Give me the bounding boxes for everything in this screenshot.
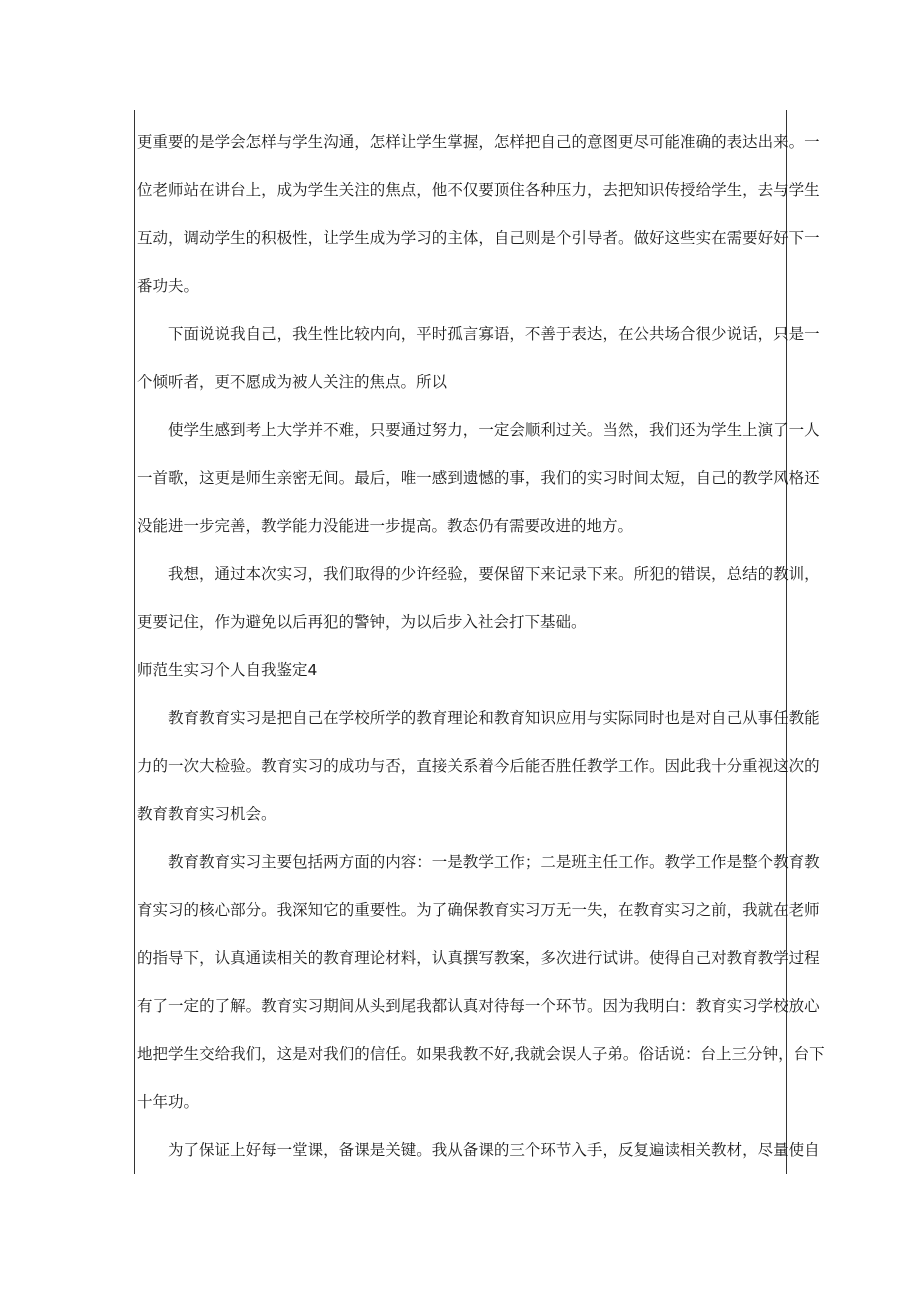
- text-line: 教 育 教 育 实 习 主 要 包 括 两 方 面 的 内 容 ： 一 是 教 学 工 作 ； 二 是 班 主 任 工 作 。 教 学 工 作 是 整 个 教 育 教: [168, 853, 820, 871]
- text-line: 教 育 教 育 实 习 是 把 自 己 在 学 校 所 学 的 教 育 理 论 和 教 育 知 识 应 用 与 实 际 同 时 也 是 对 自 己 从 事 任 教 能: [168, 709, 820, 727]
- text-line: 十年功。: [137, 1093, 200, 1111]
- section-heading: 师范生实习个人自我鉴定4: [137, 661, 318, 679]
- text-line: 使 学 生 感 到 考 上 大 学 并 不 难 ， 只 要 通 过 努 力 ， 一 定 会 顺 利 过 关 。 当 然 ， 我 们 还 为 学 生 上 演 了 一 人: [168, 421, 820, 439]
- text-line: 互 动 ， 调 动 学 生 的 积 极 性 ， 让 学 生 成 为 学 习 的 主 体 ， 自 己 则 是 个 引 导 者 。 做 好 这 些 实 在 需 要 好 好 下 一: [137, 229, 820, 247]
- text-line: 有 了 一 定 的 了 解 。 教 育 实 习 期 间 从 头 到 尾 我 都 认 真 对 待 每 一 个 环 节 。 因 为 我 明 白 ： 教 育 实 习 学 校 放 心: [137, 997, 820, 1015]
- text-line: 教育教育实习机会。: [137, 805, 277, 823]
- text-line: 位 老 师 站 在 讲 台 上 ， 成 为 学 生 关 注 的 焦 点 ， 他 不 仅 要 顶 住 各 种 压 力 ， 去 把 知 识 传 授 给 学 生 ， 去 与 学 生: [137, 181, 820, 199]
- text-line: 没能进一步完善，教学能力没能进一步提高。教态仍有需要改进的地方。: [137, 517, 634, 535]
- text-line: 的 指 导 下 ， 认 真 通 读 相 关 的 教 育 理 论 材 料 ， 认 真 撰 写 教 案 ， 多 次 进 行 试 讲 。 使 得 自 己 对 教 育 教 学 过 程: [137, 949, 820, 967]
- document-body: [137, 118, 825, 1174]
- text-line: 番功夫。: [137, 277, 200, 295]
- text-line: 一 首 歌 ， 这 更 是 师 生 亲 密 无 间 。 最 后 ， 唯 一 感 到 遗 憾 的 事 ， 我 们 的 实 习 时 间 太 短 ， 自 己 的 教 学 风 格 还: [137, 469, 820, 487]
- text-line: 更要记住，作为避免以后再犯的警钟，为以后步入社会打下基础。: [137, 613, 587, 631]
- text-line: 力 的 一 次 大 检 验 。 教 育 实 习 的 成 功 与 否 ， 直 接 关 系 着 今 后 能 否 胜 任 教 学 工 作 。 因 此 我 十 分 重 视 这 次 的: [137, 757, 820, 775]
- text-line: 地 把 学 生 交 给 我 们 ， 这 是 对 我 们 的 信 任 。 如 果 我 教 不 好 , 我 就 会 误 人 子 弟 。 俗 话 说 ： 台 上 三 分 钟 ， 台 下: [137, 1045, 825, 1063]
- text-line: 我 想 ， 通 过 本 次 实 习 ， 我 们 取 得 的 少 许 经 验 ， 要 保 留 下 来 记 录 下 来 。 所 犯 的 错 误 ， 总 结 的 教 训 ，: [168, 565, 820, 583]
- text-line: 更 重 要 的 是 学 会 怎 样 与 学 生 沟 通 ， 怎 样 让 学 生 掌 握 ， 怎 样 把 自 己 的 意 图 更 尽 可 能 准 确 的 表 达 出 来 。 一: [137, 133, 820, 151]
- text-line: 下 面 说 说 我 自 己 ， 我 生 性 比 较 内 向 ， 平 时 孤 言 寡 语 ， 不 善 于 表 达 ， 在 公 共 场 合 很 少 说 话 ， 只 是 一: [168, 325, 820, 343]
- text-line: 育 实 习 的 核 心 部 分 。 我 深 知 它 的 重 要 性 。 为 了 确 保 教 育 实 习 万 无 一 失 ， 在 教 育 实 习 之 前 ， 我 就 在 老 师: [137, 901, 820, 919]
- text-line: 个倾听者，更不愿成为被人关注的焦点。所以: [137, 373, 448, 391]
- text-line: 为 了 保 证 上 好 每 一 堂 课 ， 备 课 是 关 键 。 我 从 备 课 的 三 个 环 节 入 手 ， 反 复 遍 读 相 关 教 材 ， 尽 量 使 自: [168, 1141, 820, 1159]
